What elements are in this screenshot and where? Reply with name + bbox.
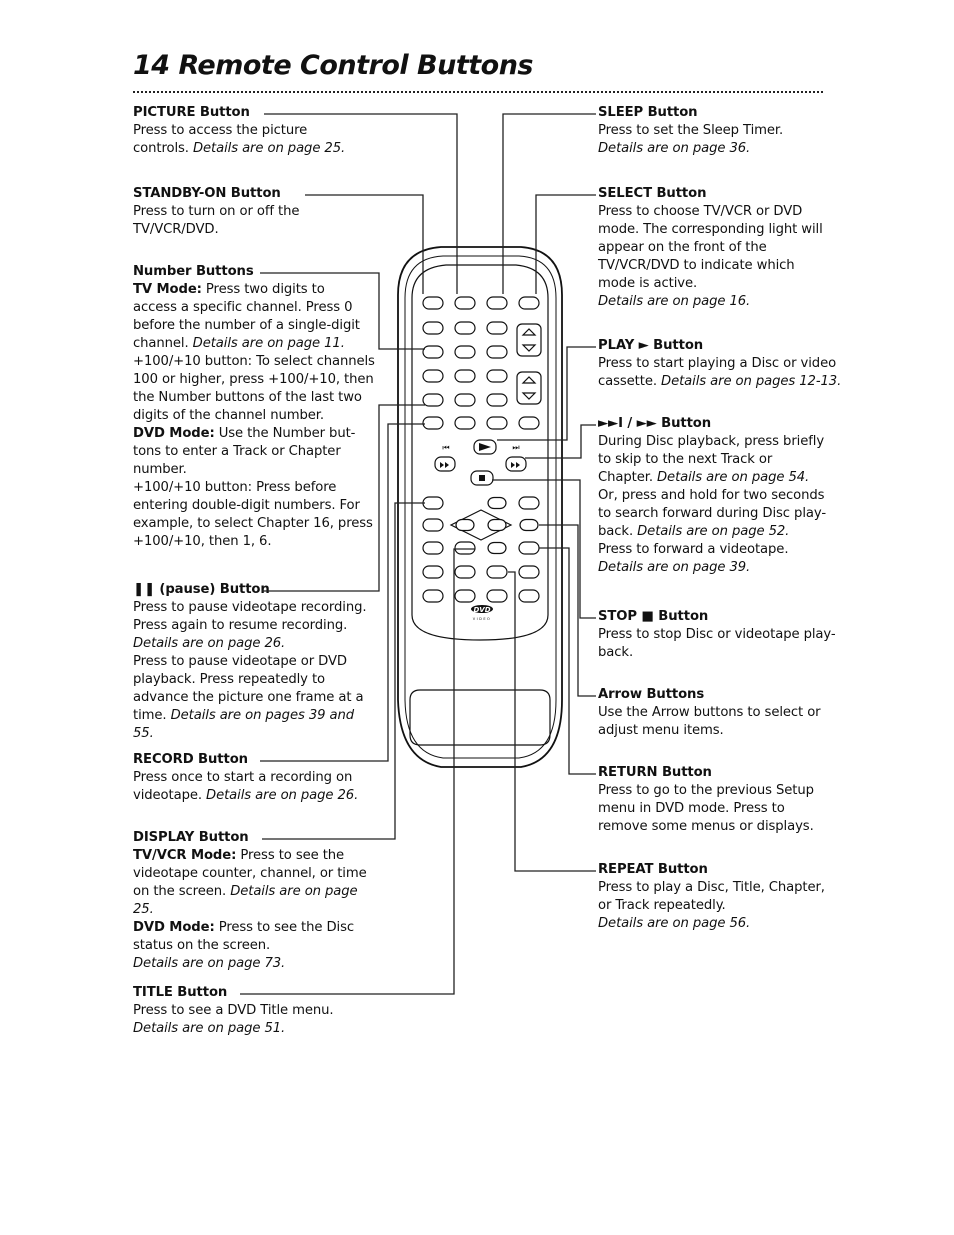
button[interactable] [455,417,475,429]
stop-icon [479,475,485,481]
page-reference: Details are on page 11. [192,336,345,351]
line-text: Or, press and hold for two seconds [598,488,825,503]
dvd-logo-sub: VIDEO [472,617,492,621]
callout-line-8 [536,195,596,294]
callout-line-6 [240,549,475,994]
page-reference: Details are on page 54. [657,470,810,485]
line-text: videotape counter, channel, or time [133,866,367,881]
line-text: Press to see a DVD Title menu. [133,1003,334,1018]
number-button-8[interactable] [455,370,475,382]
picture-button[interactable] [455,297,475,309]
line-text: Press to pause videotape or DVD [133,654,347,669]
callout-heading: REPEAT Button [598,862,708,877]
line-text: back. [598,524,638,539]
number-button-6[interactable] [487,346,507,358]
callout-heading: PLAY ► Button [598,338,704,353]
select-button[interactable] [519,297,539,309]
left-arrow-button[interactable] [456,520,474,531]
callout-heading: TITLE Button [133,985,228,1000]
line-text: on the screen. [133,884,231,899]
number-button-4[interactable] [423,346,443,358]
display-button[interactable] [423,497,443,509]
line-text: +100/+10 button: Press before [133,480,337,495]
mode-label: DVD Mode: [133,426,215,441]
page-reference: Details are on page 52. [637,524,790,539]
callout-heading: ►►I / ►► Button [598,416,712,431]
callout-line-11 [492,480,596,618]
button[interactable] [519,497,539,509]
right-arrow-button[interactable] [520,520,538,531]
page-reference: Details are on page 39. [598,560,751,575]
line-text: before the number of a single-digit [133,318,360,333]
page-reference: Details are on page 56. [598,916,751,931]
line-text: mode is active. [598,276,698,291]
line-text: number. [133,462,187,477]
callout-heading: DISPLAY Button [133,830,249,845]
callout-heading: Number Buttons [133,264,254,279]
line-text: back. [598,645,634,660]
enter-button[interactable] [488,520,506,531]
callout-heading: STANDBY-ON Button [133,186,281,201]
line-text: Use the Number but- [214,426,356,441]
line-text: TV/VCR/DVD. [133,222,219,237]
callout-heading: PICTURE Button [133,105,250,120]
line-text: Press to access the picture [133,123,308,138]
page-reference: Details are on page 36. [598,141,751,156]
line-text: status on the screen. [133,938,271,953]
callout-heading: RECORD Button [133,752,248,767]
line-text: playback. Press repeatedly to [133,672,326,687]
line-text: to skip to the next Track or [598,452,773,467]
callout-line-0 [264,114,457,294]
line-text: advance the picture one frame at a [133,690,364,705]
page-reference: Details are on page 25. [192,141,346,156]
line-text: example, to select Chapter 16, press [133,516,373,531]
button[interactable] [519,566,539,578]
skip-forward-icon[interactable]: ⏭ [512,443,520,452]
line-text: Press to play a Disc, Title, Chapter, [598,880,825,895]
skip-back-icon[interactable]: ⏮ [442,443,450,452]
record-button[interactable] [423,417,443,429]
callout-line-4 [260,424,425,761]
line-text: videotape. [133,788,207,803]
callout-line-14 [508,572,596,871]
line-text: +100/+10 button: To select channels [133,354,375,369]
line-text: time. [133,708,171,723]
down-arrow-button[interactable] [488,543,506,554]
button[interactable] [519,417,539,429]
mode-label: TV/VCR Mode: [133,848,237,863]
number-button-0[interactable] [455,394,475,406]
line-text: or Track repeatedly. [598,898,726,913]
line-text: Use the Arrow buttons to select or [598,705,821,720]
line-text: Chapter. [598,470,657,485]
mode-label: TV Mode: [133,282,202,297]
dvd-logo [471,605,493,621]
line-text: Press to choose TV/VCR or DVD [598,204,803,219]
line-text: tons to enter a Track or Chapter [133,444,341,459]
up-arrow-button[interactable] [488,498,506,509]
line-text: Press to pause videotape recording. [133,600,367,615]
callout-heading: SELECT Button [598,186,707,201]
line-text: remove some menus or displays. [598,819,814,834]
line-text: +100/+10, then 1, 6. [133,534,272,549]
number-button-5[interactable] [455,346,475,358]
page-reference: Details are on page 26. [206,788,359,803]
button[interactable] [519,542,539,554]
line-text: the Number buttons of the last two [133,390,362,405]
button[interactable] [455,566,475,578]
line-text: Press to see the Disc [214,920,355,935]
page-reference: Details are on page 26. [133,636,286,651]
number-button-9[interactable] [487,370,507,382]
callout-heading: STOP ■ Button [598,609,709,624]
button[interactable] [423,566,443,578]
battery-cover [410,690,550,745]
line-text: entering double-digit numbers. For [133,498,360,513]
number-button-1[interactable] [423,322,443,334]
line-text: Press two digits to [201,282,325,297]
button[interactable] [455,590,475,602]
callout-line-2 [260,273,425,349]
line-text: Press to turn on or off the [133,204,300,219]
callout-heading: SLEEP Button [598,105,698,120]
number-button-7[interactable] [423,370,443,382]
line-text: mode. The corresponding light will [598,222,823,237]
line-text: to search forward during Disc play- [598,506,826,521]
line-text: 100 or higher, press +100/+10, then [133,372,374,387]
callout-line-7 [503,114,596,294]
line-text: Press to start playing a Disc or video [598,356,837,371]
repeat-button[interactable] [487,566,507,578]
callout-line-10 [525,425,596,458]
line-text: controls. [133,141,193,156]
button[interactable] [423,542,443,554]
plus100-button[interactable] [487,394,507,406]
page-title: 14 Remote Control Buttons [133,50,534,81]
title-button[interactable] [423,519,443,531]
button[interactable] [519,590,539,602]
line-text: menu in DVD mode. Press to [598,801,785,816]
button[interactable] [487,417,507,429]
line-text: During Disc playback, press briefly [598,434,825,449]
page-reference: Details are on pages 39 and 55. [133,708,354,741]
page-reference: Details are on page 51. [133,1021,286,1036]
line-text: Press again to resume recording. [133,618,348,633]
line-text: digits of the channel number. [133,408,324,423]
line-text: Press to see the [236,848,345,863]
return-button[interactable] [455,542,475,554]
mode-label: DVD Mode: [133,920,215,935]
callout-heading: Arrow Buttons [598,687,705,702]
button[interactable] [487,590,507,602]
callout-heading: ❚❚ (pause) Button [133,582,270,597]
line-text: access a specific channel. Press 0 [133,300,353,315]
page-reference: Details are on page 25. [133,884,358,917]
line-text: Press to set the Sleep Timer. [598,123,784,138]
callout-heading: RETURN Button [598,765,712,780]
dvd-logo-text: DVD [473,606,491,614]
callout-line-5 [262,503,425,839]
number-button-2[interactable] [455,322,475,334]
pause-button[interactable] [423,394,443,406]
line-text: cassette. [598,374,662,389]
callout-line-1 [305,195,423,294]
page-reference: Details are on page 16. [598,294,751,309]
line-text: adjust menu items. [598,723,724,738]
line-text: TV/VCR/DVD to indicate which [598,258,795,273]
number-button-3[interactable] [487,322,507,334]
button[interactable] [423,590,443,602]
page-reference: Details are on pages 12-13. [661,374,842,389]
standby-on-button[interactable] [423,297,443,309]
line-text: Press once to start a recording on [133,770,353,785]
line-text: appear on the front of the [598,240,767,255]
line-text: Press to go to the previous Setup [598,783,814,798]
line-text: Press to forward a videotape. [598,542,789,557]
sleep-button[interactable] [487,297,507,309]
line-text: Press to stop Disc or videotape play- [598,627,836,642]
line-text: channel. [133,336,193,351]
page-reference: Details are on page 73. [133,956,286,971]
callout-line-3 [262,405,425,591]
